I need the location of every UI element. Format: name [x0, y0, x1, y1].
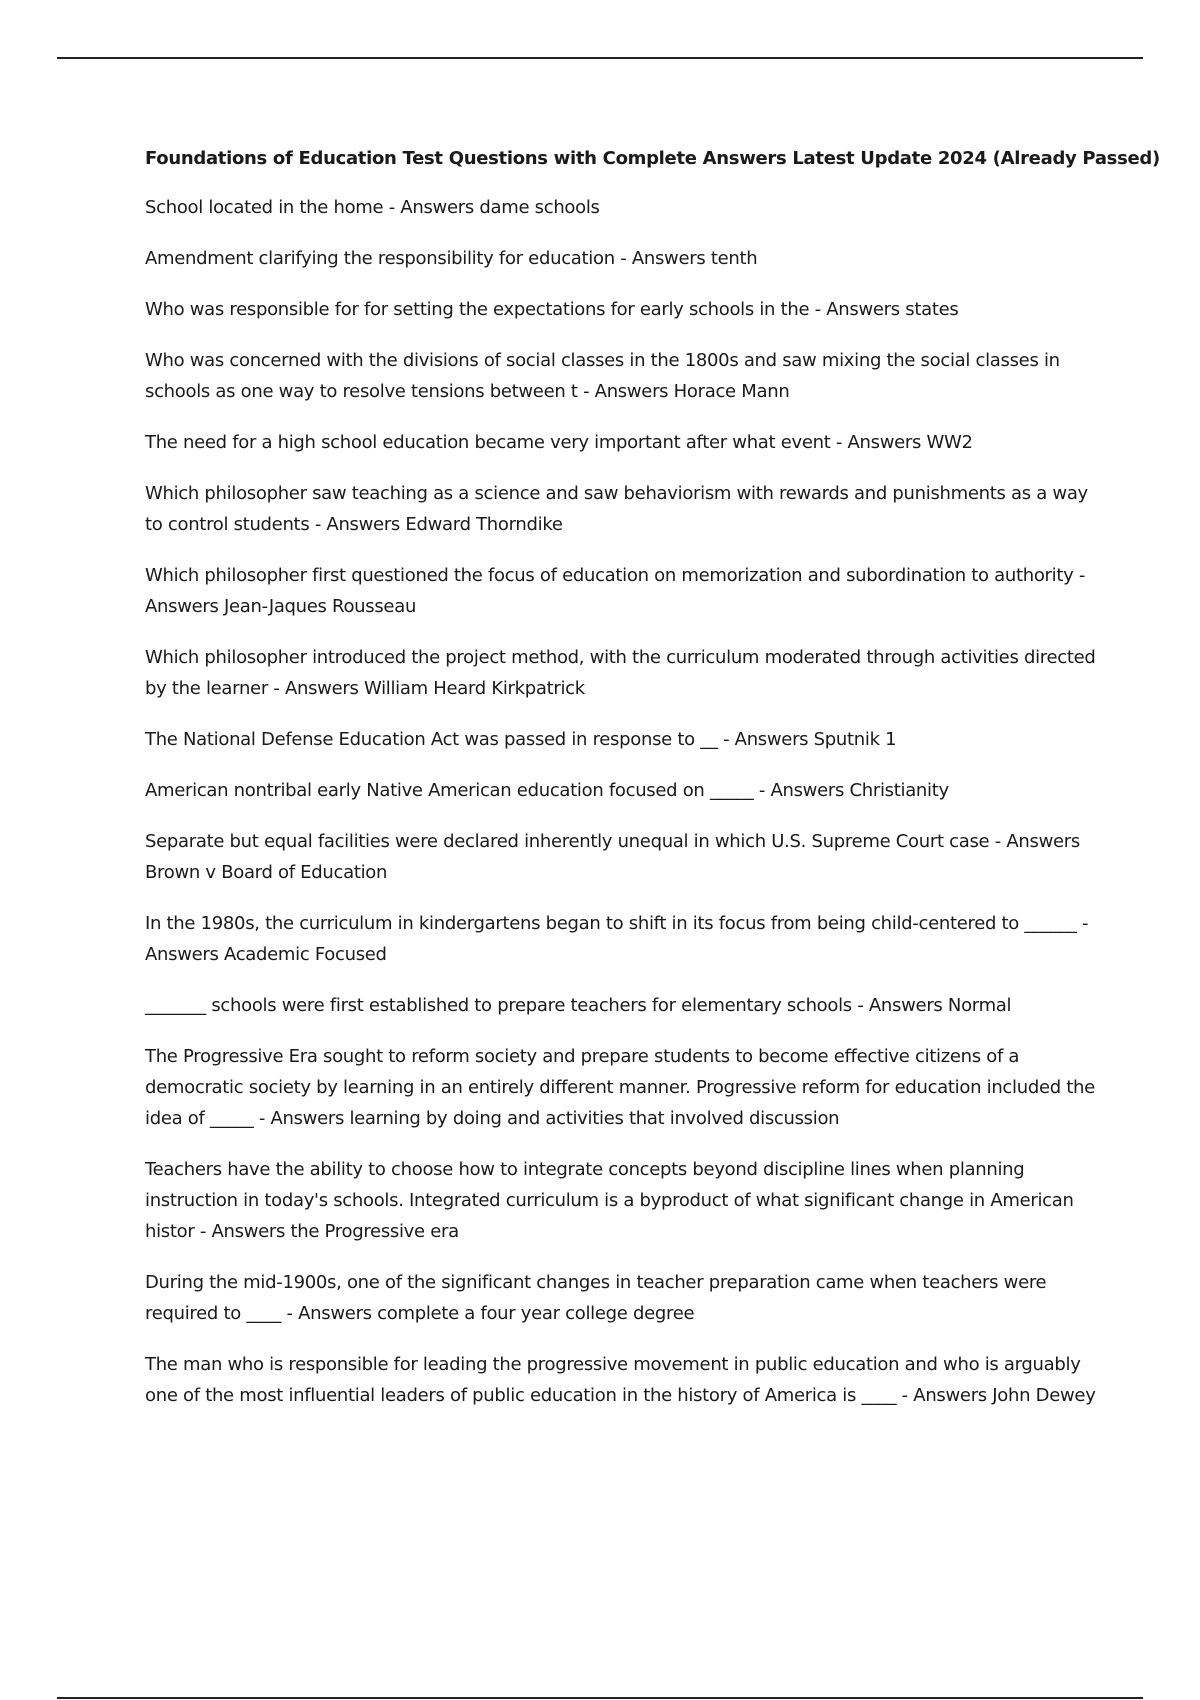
qa-item-17: The man who is responsible for leading the progressive movement in public education and who is arguably one of the most influential leaders of public education in the history of America is ____ - Answers John Dewey	[145, 1354, 1096, 1406]
qa-item-10: American nontribal early Native American education focused on _____ - Answers Christianity	[145, 780, 949, 801]
qa-item-8: Which philosopher introduced the project method, with the curriculum moderated through activities directed by the learner - Answers William Heard Kirkpatrick	[145, 647, 1096, 699]
qa-item-4: Who was concerned with the divisions of social classes in the 1800s and saw mixing the social classes in schools as one way to resolve tensions between t - Answers Horace Mann	[145, 350, 1060, 402]
qa-item-7: Which philosopher first questioned the focus of education on memorization and subordination to authority - Answers Jean-Jaques Rousseau	[145, 565, 1086, 617]
qa-item-11: Separate but equal facilities were declared inherently unequal in which U.S. Supreme Court case - Answers Brown v Board of Education	[145, 831, 1080, 883]
qa-item-14: The Progressive Era sought to reform society and prepare students to become effective citizens of a democratic society by learning in an entirely different manner. Progressive reform for education included the idea of _____ - Answers learning by doing and activities that involved discussion	[145, 1046, 1095, 1129]
qa-item-1: School located in the home - Answers dame schools	[145, 197, 600, 218]
qa-item-2: Amendment clarifying the responsibility for education - Answers tenth	[145, 248, 758, 269]
qa-item-12: In the 1980s, the curriculum in kindergartens began to shift in its focus from being child-centered to ______ - Answers Academic Focused	[145, 913, 1089, 965]
qa-item-13: _______ schools were first established to prepare teachers for elementary schools - Answers Normal	[145, 995, 1012, 1016]
document-body	[145, 143, 1160, 1431]
qa-item-15: Teachers have the ability to choose how to integrate concepts beyond discipline lines when planning instruction in today's schools. Integrated curriculum is a byproduct of what significant change in American histor - Answers the Progressive era	[145, 1159, 1074, 1242]
qa-item-9: The National Defense Education Act was passed in response to __ - Answers Sputnik 1	[145, 729, 897, 750]
document-title: Foundations of Education Test Questions with Complete Answers Latest Update 2024 (Already Passed)	[145, 148, 1160, 169]
top-rule	[57, 57, 1143, 59]
qa-item-6: Which philosopher saw teaching as a science and saw behaviorism with rewards and punishments as a way to control students - Answers Edward Thorndike	[145, 483, 1088, 535]
qa-item-3: Who was responsible for for setting the expectations for early schools in the - Answers states	[145, 299, 959, 320]
bottom-rule	[57, 1697, 1143, 1699]
qa-item-5: The need for a high school education became very important after what event - Answers WW2	[145, 432, 973, 453]
qa-list	[145, 192, 1105, 1411]
qa-item-16: During the mid-1900s, one of the significant changes in teacher preparation came when teachers were required to ____ - Answers complete a four year college degree	[145, 1272, 1047, 1324]
